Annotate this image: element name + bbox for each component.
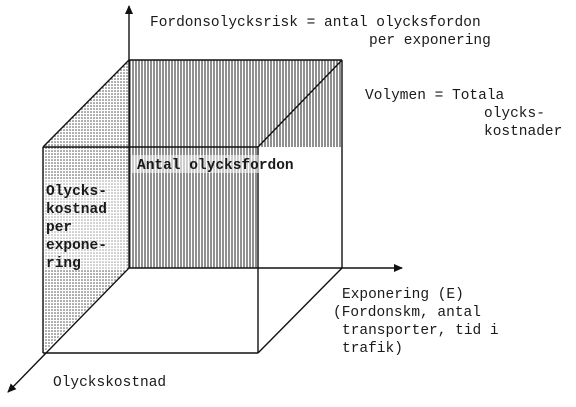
exponering-axis-label-line-3: transporter, tid i (342, 323, 499, 339)
side-face-label-line-3: per (46, 220, 73, 236)
side-face-label-line-1: Olycks- (46, 184, 107, 200)
risk-formula-line-2: per exponering (369, 33, 491, 49)
exponering-axis-label-line-4: trafik) (342, 341, 403, 357)
side-face-label-line-2: kostnad (46, 202, 107, 218)
olyckskostnad-axis-label: Olyckskostnad (53, 375, 167, 391)
side-face-label-line-5: ring (46, 256, 81, 272)
volume-formula-line-3: kostnader (484, 124, 563, 140)
risk-formula-line-1: Fordonsolycksrisk = antal olycksfordon (150, 15, 481, 31)
volume-formula-line-2: olycks- (484, 106, 545, 122)
volume-formula-line-1: Volymen = Totala (365, 88, 505, 104)
exponering-axis-label-line-1: Exponering (E) (342, 287, 464, 303)
cube-edge-bottom-right-diagonal (258, 268, 342, 353)
side-face-label-line-4: expone- (46, 238, 107, 254)
exponering-axis-label-line-2: (Fordonskm, antal (333, 305, 481, 321)
front-face-label: Antal olycksfordon (137, 158, 294, 174)
